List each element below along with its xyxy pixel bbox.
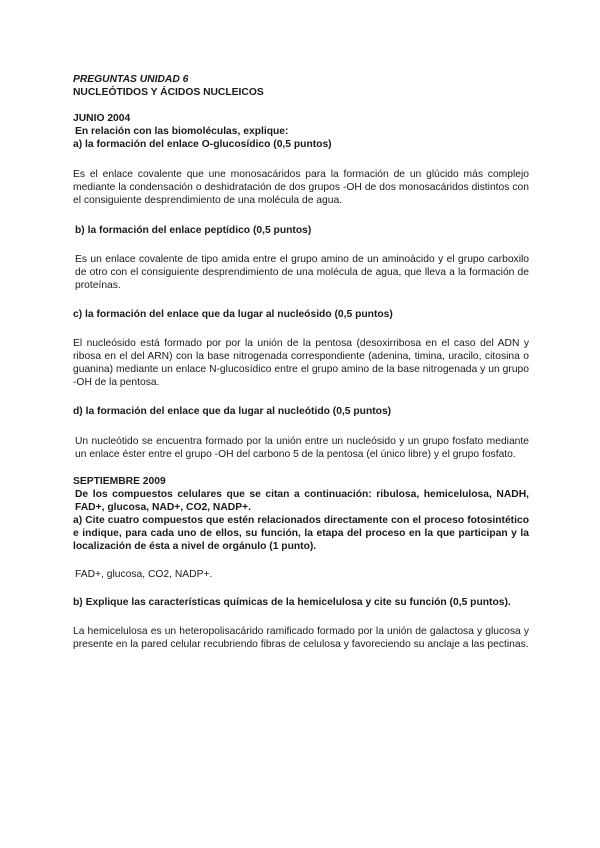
answer-a: Es el enlace covalente que une monosacáridos para la formación de un glúcido más complejo mediante la condensación o deshidratación de dos grupos -OH de dos monosacáridos distintos con el consiguiente desprendimiento de una molécula de agua. [73, 169, 529, 206]
answer-d: Un nucleótido se encuentra formado por la unión entre un nucleósido y un grupo fosfato mediante un enlace éster entre el grupo -OH del carbono 5 de la pentosa (el único libre) y el grupo fosfato. [75, 436, 529, 460]
section-junio-2004 [73, 112, 529, 461]
answer-b: Es un enlace covalente de tipo amida entre el grupo amino de un aminoácido y el grupo carboxilo de otro con el consiguiente desprendimiento de una molécula de agua, que lleva a la formación de proteínas. [75, 254, 529, 291]
doc-subtitle: NUCLEÓTIDOS Y ÁCIDOS NUCLEICOS [73, 87, 264, 98]
question-b: b) Explique las características químicas de la hemicelulosa y cite su función (0,5 puntos). [73, 597, 511, 608]
section-intro: De los compuestos celulares que se citan a continuación: ribulosa, hemicelulosa, NADH, FAD+, glucosa, NAD+, CO2, NADP+. [75, 489, 529, 513]
question-b: b) la formación del enlace peptídico (0,5 puntos) [75, 225, 312, 236]
question-a: a) la formación del enlace O-glucosídico (0,5 puntos) [73, 139, 332, 150]
answer-b: La hemicelulosa es un heteropolisacárido ramificado formado por la unión de galactosa y glucosa y presente en la pared celular recubriendo fibras de celulosa y favoreciendo su anclaje a las pectinas. [73, 626, 529, 650]
document-body [73, 73, 529, 651]
question-c: c) la formación del enlace que da lugar al nucleósido (0,5 puntos) [73, 309, 393, 320]
question-d: d) la formación del enlace que da lugar al nucleótido (0,5 puntos) [73, 406, 392, 417]
doc-title: PREGUNTAS UNIDAD 6 [73, 74, 189, 85]
question-a: a) Cite cuatro compuestos que estén relacionados directamente con el proceso fotosintético e indique, para cada uno de ellos, su función, la etapa del proceso en la que participan y la localización de ésta a nivel de orgánulo (1 punto). [73, 515, 529, 552]
section-intro: En relación con las biomoléculas, explique: [75, 126, 289, 137]
section-date: JUNIO 2004 [73, 113, 131, 124]
section-septiembre-2009 [73, 475, 529, 651]
answer-c: El nucleósido está formado por por la unión de la pentosa (desoxirribosa en el caso del ADN y ribosa en el del ARN) con la base nitrogenada correspondiente (adenina, timina, uracilo, citosina o guanina) mediante un enlace N-glucosídico entre el grupo amino de la base nitrogenada y un grupo -OH de la pentosa. [73, 338, 529, 388]
section-date: SEPTIEMBRE 2009 [73, 476, 166, 487]
answer-a: FAD+, glucosa, CO2, NADP+. [75, 569, 213, 580]
